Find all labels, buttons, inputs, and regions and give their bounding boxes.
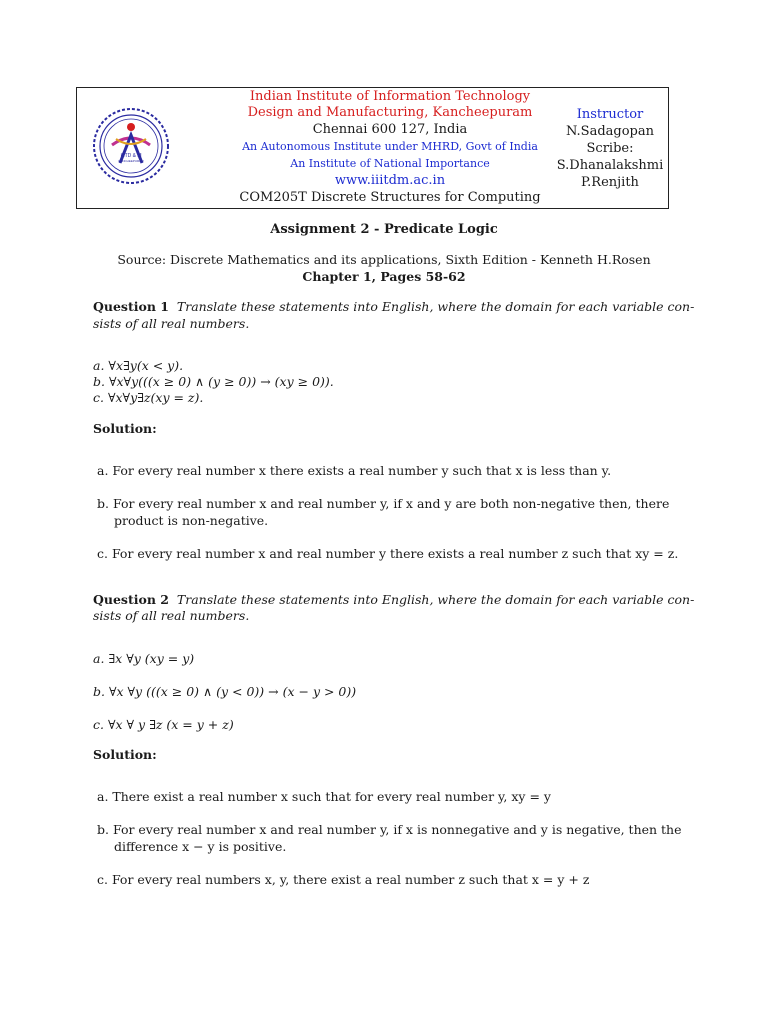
scribe-label: Scribe: — [586, 141, 634, 156]
q2-answer-a: a. There exist a real number x such that for every real number y, xy = y — [97, 789, 551, 804]
scribe-name-2: P.Renjith — [581, 175, 639, 190]
q2-label: Question 2 — [93, 592, 169, 607]
q2-item-b: b. ∀x ∀y (((x ≥ 0) ∧ (y < 0)) → (x − y > 0)) — [93, 684, 357, 699]
scribe-name-1: S.Dhanalakshmi — [556, 158, 664, 173]
q2-item-c: c. ∀x ∀ y ∃z (x = y + z) — [93, 717, 234, 732]
q1-answer-b-cont: product is non-negative. — [114, 513, 269, 528]
institute-name-line1: Indian Institute of Information Technology — [249, 89, 531, 104]
national-importance-note: An Institute of National Importance — [290, 157, 490, 170]
chapter-line: Chapter 1, Pages 58-62 — [302, 269, 466, 284]
q2-answer-b-cont: difference x − y is positive. — [114, 839, 287, 854]
q1-item-b: b. ∀x∀y(((x ≥ 0) ∧ (y ≥ 0)) → (xy ≥ 0)). — [93, 374, 334, 389]
website-link[interactable]: www.iiitdm.ac.in — [334, 173, 446, 188]
course-title: COM205T Discrete Structures for Computing — [239, 190, 541, 205]
svg-text:IIITD & M: IIITD & M — [120, 153, 142, 159]
institute-name-line2: Design and Manufacturing, Kancheepuram — [247, 105, 533, 120]
q1-item-c: c. ∀x∀y∃z(xy = z). — [93, 390, 204, 405]
q2-solution-label: Solution: — [93, 747, 157, 762]
q1-prompt-line1: Translate these statements into English, where the domain for each variable con- — [176, 299, 695, 314]
instructor-label: Instructor — [576, 107, 644, 122]
q2-answer-b: b. For every real number x and real number y, if x is nonnegative and y is negative, then the — [97, 822, 682, 837]
q1-label: Question 1 — [93, 299, 169, 314]
q2-prompt — [93, 592, 694, 609]
institute-address: Chennai 600 127, India — [312, 122, 468, 137]
q2-item-a: a. ∃x ∀y (xy = y) — [93, 651, 195, 666]
assignment-title: Assignment 2 - Predicate Logic — [270, 222, 498, 237]
header-right — [545, 106, 675, 191]
q1-solution-label: Solution: — [93, 421, 157, 436]
q1-prompt-line2: sists of all real numbers. — [93, 316, 250, 331]
q1-answer-a: a. For every real number x there exists a real number y such that x is less than y. — [97, 463, 612, 478]
source-line: Source: Discrete Mathematics and its applications, Sixth Edition - Kenneth H.Rosen — [117, 252, 651, 267]
q1-prompt — [93, 299, 694, 316]
q1-item-a: a. ∀x∃y(x < y). — [93, 358, 184, 373]
q2-prompt-line1: Translate these statements into English, where the domain for each variable con- — [176, 592, 695, 607]
instructor-name: N.Sadagopan — [566, 124, 654, 139]
institute-logo — [90, 105, 172, 187]
autonomous-note: An Autonomous Institute under MHRD, Govt of India — [242, 140, 538, 153]
q2-prompt-line2: sists of all real numbers. — [93, 608, 250, 623]
header-center — [200, 89, 580, 206]
q1-answer-c: c. For every real number x and real number y there exists a real number z such that xy = z. — [97, 546, 679, 561]
q2-answer-c: c. For every real numbers x, y, there exist a real number z such that x = y + z — [97, 872, 590, 887]
svg-text:KANCHEEPURAM: KANCHEEPURAM — [118, 159, 144, 163]
q1-answer-b: b. For every real number x and real number y, if x and y are both non-negative then, there — [97, 496, 670, 511]
